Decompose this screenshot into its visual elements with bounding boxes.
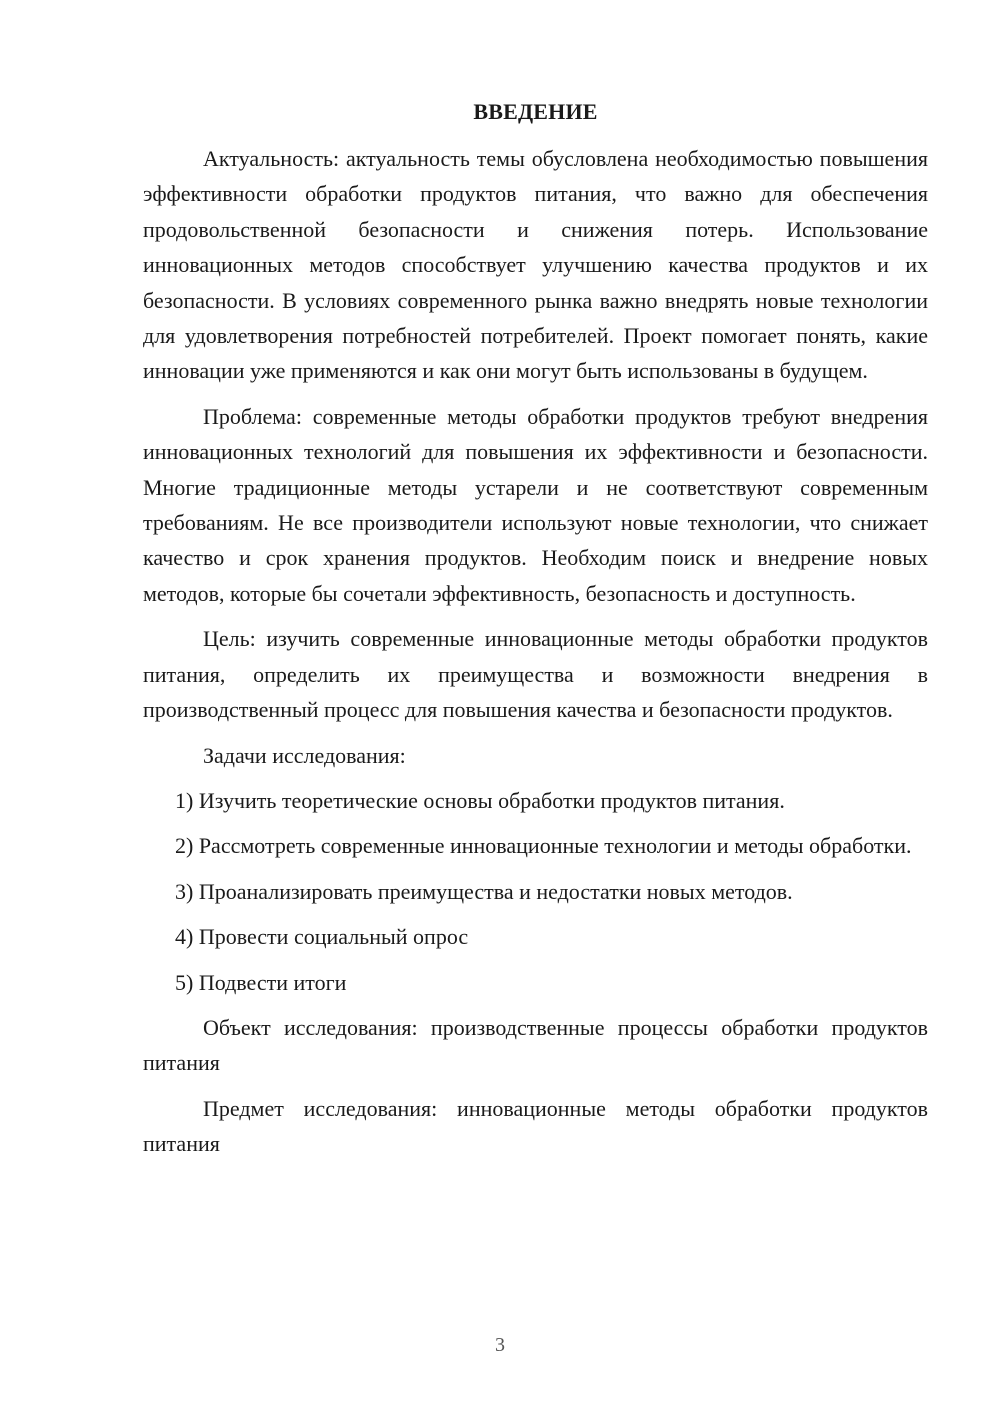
section-title: ВВЕДЕНИЕ [473,99,598,124]
relevance-paragraph: Актуальность: актуальность темы обусловлена необходимостью повышения эффективности обработки продуктов питания, что важно для обеспечения продовольственной безопасности и снижения потерь. Использование инновационных методов способствует улучшению качества продуктов и их безопасности. В условиях современного рынка важно внедрять новые технологии для удовлетворения потребностей потребителей. Проект помогает понять, какие инновации уже применяются и как они могут быть использованы в будущем. [143,146,928,384]
task-item: 3) Проанализировать преимущества и недостатки новых методов. [175,878,793,904]
research-object-paragraph: Объект исследования: производственные процессы обработки продуктов питания [143,1014,928,1076]
task-item: 4) Провести социальный опрос [175,924,469,950]
problem-paragraph: Проблема: современные методы обработки продуктов требуют внедрения инновационных технологий для повышения их эффективности и безопасности. Многие традиционные методы устарели и не соответствуют современным требованиям. Не все производители используют новые технологии, что снижает качество и срок хранения продуктов. Необходим поиск и внедрение новых методов, которые бы сочетали эффективность, безопасность и доступность. [143,403,928,606]
tasks-heading: Задачи исследования: [203,742,406,768]
research-subject-paragraph: Предмет исследования: инновационные методы обработки продуктов питания [143,1095,928,1157]
document-page [143,94,928,1172]
page-number: 3 [495,1334,505,1356]
task-item: 1) Изучить теоретические основы обработки продуктов питания. [175,787,785,813]
task-item: 2) Рассмотреть современные инновационные технологии и методы обработки. [175,833,912,859]
task-item: 5) Подвести итоги [175,969,347,995]
goal-paragraph: Цель: изучить современные инновационные методы обработки продуктов питания, определить их преимущества и возможности внедрения в производственный процесс для повышения качества и безопасности продуктов. [143,626,928,723]
